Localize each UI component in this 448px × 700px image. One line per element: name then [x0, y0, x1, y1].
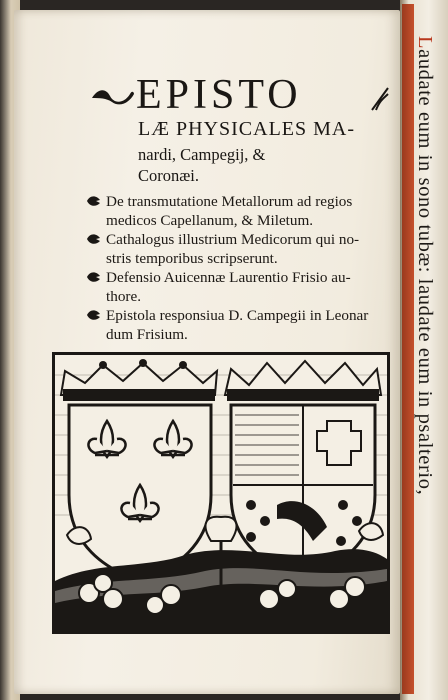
spine-red-initial: L: [414, 36, 436, 50]
heraldic-woodcut: [52, 352, 390, 634]
fleuron-ornament-icon: [90, 84, 136, 108]
hedera-leaf-icon: [86, 270, 102, 284]
contents-item-line: medicos Capellanum, & Miletum.: [106, 212, 314, 229]
title-line-3: nardi, Campegij, &: [138, 145, 266, 164]
contents-item: [86, 230, 386, 268]
contents-item: [86, 192, 386, 230]
contents-item-line: De transmutatione Metallorum ad regios: [106, 193, 353, 210]
contents-item: [86, 306, 386, 344]
contents-item: [86, 268, 386, 306]
woodcut-illustration: [55, 355, 387, 631]
title-line-2: LÆ PHYSICALES MA-: [138, 118, 356, 140]
title-first-line: [84, 70, 384, 120]
line-end-ornament-icon: [370, 84, 390, 112]
contents-item-line: Epistola responsiua D. Campegii in Leonar: [106, 307, 369, 324]
left-crown-icon: [61, 359, 217, 401]
hedera-leaf-icon: [86, 308, 102, 322]
contents-item-line: stris temporibus scripserunt.: [106, 250, 278, 267]
title-line-4: Coronæi.: [138, 166, 199, 185]
contents-item-line: thore.: [106, 288, 142, 305]
contents-item-line: Defensio Auicennæ Laurentio Frisio au-: [106, 269, 351, 286]
hedera-leaf-icon: [86, 194, 102, 208]
contents-item-line: Cathalogus illustrium Medicorum qui no-: [106, 231, 360, 248]
spine-text-body: audate eum in sono tubæ: laudate eum in psalterio,: [414, 49, 436, 496]
right-crown-icon: [225, 361, 381, 401]
hedera-leaf-icon: [86, 232, 102, 246]
contents-item-line: dum Frisium.: [106, 326, 188, 343]
title-word-episto: EPISTO: [136, 72, 302, 118]
spine-psalm-text: [413, 36, 436, 495]
contents-list: [86, 192, 386, 344]
